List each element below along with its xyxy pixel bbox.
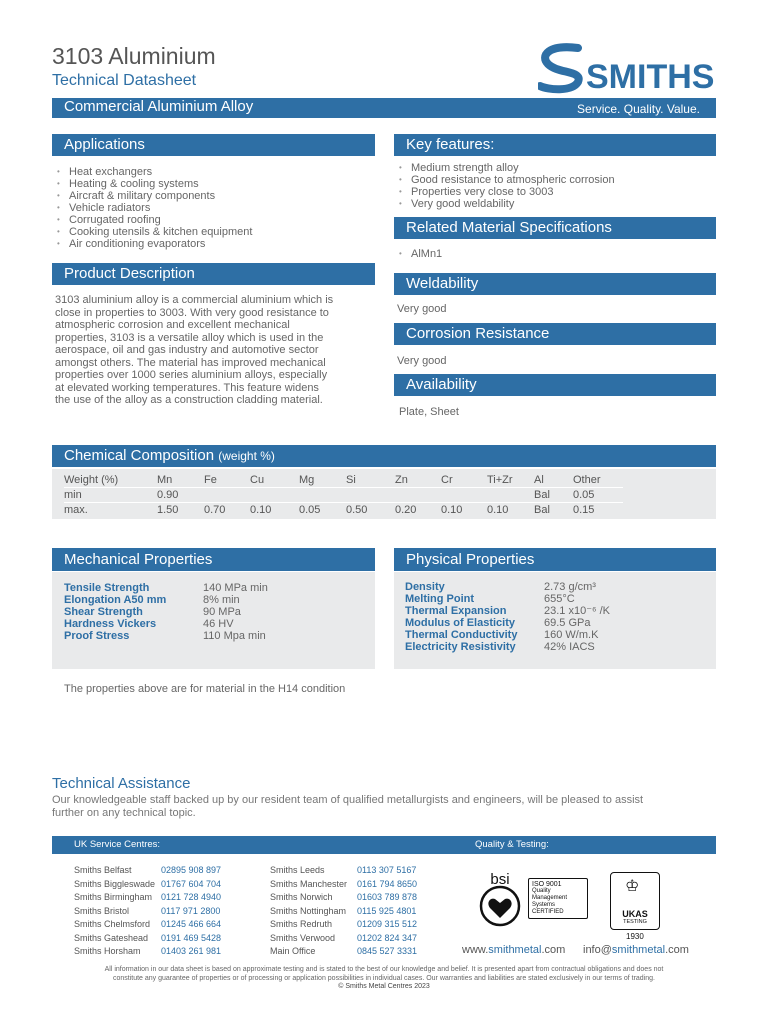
- centre-name: Smiths Leeds: [270, 865, 325, 875]
- weldability-heading: Weldability: [406, 275, 479, 292]
- description-line: properties, 3103 is a versatile alloy which is used in the: [55, 331, 324, 344]
- availability-header: [394, 374, 716, 396]
- centre-phone[interactable]: 0845 527 3331: [357, 946, 418, 956]
- application-item: • Air conditioning evaporators: [55, 238, 375, 250]
- mechanical-name: Shear Strength: [64, 606, 143, 618]
- physical-value: 655°C: [544, 593, 575, 605]
- technical-assistance-heading: Technical Assistance: [52, 775, 191, 792]
- chemical-cell: [250, 488, 299, 503]
- chemical-heading-suffix: (weight %): [218, 449, 275, 463]
- mechanical-rows: [64, 582, 268, 642]
- chemical-cell: [346, 488, 395, 503]
- centres-column-1: [74, 864, 221, 959]
- application-item: • Heat exchangers: [55, 166, 375, 178]
- svg-text:SMITHS: SMITHS: [586, 58, 715, 96]
- centre-phone[interactable]: 0117 971 2800: [161, 905, 221, 916]
- physical-row: [405, 581, 610, 593]
- chemical-cell: Bal: [534, 489, 550, 501]
- disclaimer-line: All information in our data sheet is based on approximate testing and is stated to the best of our knowledge and belief. It is presented apart from contractual obligations and does not: [104, 966, 664, 973]
- product-description-text: [55, 294, 373, 407]
- chemical-cell: 0.15: [573, 504, 595, 516]
- technical-assistance-text: [52, 794, 722, 820]
- chemical-header: [52, 445, 716, 467]
- physical-value: 42% IACS: [544, 641, 595, 653]
- chemical-column-header: Cu: [250, 474, 265, 486]
- centre-phone[interactable]: 01209 315 512: [357, 919, 418, 929]
- centre-phone[interactable]: 01245 466 664: [161, 919, 222, 929]
- alloy-band: [52, 98, 716, 118]
- mechanical-value: 140 MPa min: [203, 582, 268, 594]
- product-description-heading: Product Description: [64, 265, 195, 282]
- centre-name: Smiths Manchester: [270, 878, 348, 889]
- physical-header: [394, 548, 716, 571]
- chemical-column-header: Fe: [204, 474, 217, 486]
- iso-line: Quality: [532, 888, 551, 894]
- mechanical-heading: Mechanical Properties: [64, 551, 213, 568]
- centre-phone[interactable]: 0113 307 5167: [357, 865, 417, 875]
- mechanical-row: [64, 582, 268, 594]
- key-features-list: [397, 162, 715, 210]
- centre-name: Main Office: [270, 946, 316, 956]
- physical-name: Density: [405, 581, 445, 593]
- corrosion-header: [394, 323, 716, 345]
- copyright: © Smiths Metal Centres 2023: [338, 983, 430, 990]
- centre-name: Smiths Birmingham: [74, 892, 153, 902]
- ukas-text: UKAS: [622, 909, 648, 919]
- application-item: • Vehicle radiators: [55, 202, 375, 214]
- svg-text:bsi: bsi: [490, 871, 510, 888]
- description-line: properties over 1000 series aluminium alloys, especially: [55, 369, 328, 381]
- physical-row: [405, 641, 610, 653]
- chemical-cell: [204, 488, 250, 503]
- application-item: • Corrugated roofing: [55, 214, 375, 226]
- availability-heading: Availability: [406, 376, 477, 393]
- chemical-cell: 0.10: [487, 504, 509, 516]
- chemical-row: [64, 503, 623, 518]
- chemical-cell: 0.10: [441, 504, 463, 516]
- physical-name: Thermal Expansion: [405, 605, 507, 617]
- crown-icon: ♔: [625, 878, 640, 895]
- quality-label: Quality & Testing:: [475, 839, 549, 850]
- service-centre: [74, 932, 221, 946]
- centre-name: Smiths Nottingham: [270, 905, 347, 916]
- description-line: aerospace, oil and gas industry and automotive sector: [55, 344, 319, 356]
- iso-9001-mark: [528, 878, 588, 919]
- email-domain: smithmetal: [611, 944, 666, 956]
- email-prefix: info@: [583, 944, 612, 956]
- centre-name: Smiths Bristol: [74, 905, 130, 916]
- iso-line: Management: [532, 895, 568, 901]
- chemical-column-header: Cr: [441, 474, 453, 486]
- physical-name: Thermal Conductivity: [405, 629, 518, 641]
- description-line: at elevated working temperatures. This feature widens: [55, 381, 319, 394]
- key-feature-item: • Very good weldability: [397, 198, 715, 210]
- chemical-table: [64, 473, 623, 517]
- iso-line: Systems: [532, 902, 556, 908]
- weldability-header: [394, 273, 716, 295]
- mechanical-row: [64, 618, 268, 630]
- chemical-column-header: Al: [534, 474, 544, 486]
- key-feature-item: • Properties very close to 3003: [397, 186, 715, 198]
- tagline: Service. Quality. Value.: [577, 102, 700, 116]
- chemical-cell: [299, 488, 346, 503]
- service-centre: [270, 918, 417, 932]
- disclaimer-line: constitute any guarantee of properties or of processing or application possibilities in individual cases. Our warranties and liabilities are stated exclusively in our terms of trading.: [112, 974, 655, 982]
- chemical-cell: 0.20: [395, 504, 417, 516]
- chemical-cell: 1.50: [157, 504, 179, 516]
- centre-phone[interactable]: 02895 908 897: [161, 865, 222, 875]
- availability-value: Plate, Sheet: [399, 406, 459, 418]
- application-item: • Cooking utensils & kitchen equipment: [55, 226, 375, 238]
- iso-line: CERTIFIED: [532, 909, 564, 915]
- physical-heading: Physical Properties: [406, 551, 535, 568]
- related-specs-list: [397, 248, 715, 260]
- centre-name: Smiths Norwich: [270, 892, 333, 902]
- uk-centres-label: UK Service Centres:: [74, 839, 161, 850]
- chemical-column-header: Ti+Zr: [487, 474, 513, 486]
- centre-name: Smiths Chelmsford: [74, 919, 151, 929]
- mechanical-header: [52, 548, 375, 571]
- chemical-cell: 0.70: [204, 504, 226, 516]
- ukas-logo: [610, 872, 660, 930]
- chemical-cell: [395, 488, 441, 503]
- mechanical-name: Proof Stress: [64, 630, 130, 642]
- key-feature-item: • Medium strength alloy: [397, 162, 715, 174]
- chemical-column-header: Si: [346, 474, 356, 486]
- chemical-heading: [64, 446, 275, 466]
- centre-name: Smiths Belfast: [74, 865, 132, 875]
- chemical-cell: 0.05: [573, 489, 595, 501]
- page-title: 3103 Aluminium: [52, 43, 216, 69]
- service-centre: [74, 918, 221, 932]
- chemical-cell: 0.90: [157, 489, 179, 501]
- chemical-row: [64, 488, 623, 503]
- physical-row: [405, 629, 610, 641]
- ukas-sub: TESTING: [623, 919, 647, 925]
- mechanical-row: [64, 594, 268, 606]
- mechanical-name: Hardness Vickers: [64, 618, 157, 630]
- centre-name: Smiths Verwood: [270, 932, 336, 943]
- centres-column-2: [270, 864, 417, 959]
- centre-name: Smiths Biggleswade: [74, 878, 156, 889]
- chemical-cell: [487, 488, 534, 503]
- chemical-cell: Bal: [534, 504, 550, 516]
- centre-phone[interactable]: 01603 789 878: [357, 892, 418, 902]
- chemical-cell: [441, 488, 487, 503]
- related-specs-header: [394, 217, 716, 239]
- physical-name: Melting Point: [405, 593, 475, 605]
- application-item: • Aircraft & military components: [55, 190, 375, 202]
- physical-value: 69.5 GPa: [544, 617, 591, 629]
- alloy-band-label: Commercial Aluminium Alloy: [64, 98, 254, 115]
- related-spec-item: • AlMn1: [397, 248, 715, 260]
- weldability-value: Very good: [397, 303, 447, 315]
- physical-row: [405, 605, 610, 617]
- chemical-column-header: Zn: [395, 474, 408, 486]
- product-description-header: [52, 263, 375, 285]
- description-line: the use of the alloy as a construction cladding material.: [55, 394, 323, 406]
- page-subtitle: Technical Datasheet: [52, 72, 197, 89]
- physical-row: [405, 593, 610, 605]
- centre-phone[interactable]: 01767 604 704: [161, 878, 222, 889]
- ukas-number: 1930: [626, 932, 644, 941]
- key-feature-item: • Good resistance to atmospheric corrosion: [397, 174, 715, 186]
- physical-name: Electricity Resistivity: [405, 641, 516, 653]
- service-centre: [270, 932, 417, 946]
- disclaimer: [40, 966, 728, 992]
- footer-bar: [52, 836, 716, 854]
- mechanical-value: 110 Mpa min: [203, 630, 266, 642]
- mechanical-value: 90 MPa: [203, 606, 241, 618]
- service-centre: [74, 878, 221, 892]
- application-item: • Heating & cooling systems: [55, 178, 375, 190]
- centre-name: Smiths Redruth: [270, 919, 333, 929]
- iso-line: ISO 9001: [532, 881, 562, 888]
- physical-rows: [405, 581, 610, 653]
- centre-name: Smiths Horsham: [74, 946, 141, 956]
- mechanical-name: Elongation A50 mm: [64, 594, 167, 606]
- centre-phone[interactable]: 01202 824 347: [357, 932, 418, 943]
- applications-header: [52, 134, 375, 156]
- service-centre: [270, 891, 417, 905]
- related-specs-heading: Related Material Specifications: [406, 219, 612, 236]
- service-centre: [270, 864, 417, 878]
- applications-heading: Applications: [64, 136, 145, 153]
- service-centre: [270, 945, 417, 959]
- service-centre: [270, 878, 417, 892]
- website-domain: smithmetal: [488, 944, 542, 956]
- corrosion-value: Very good: [397, 355, 447, 367]
- chemical-column-header: Other: [573, 474, 601, 486]
- chemical-cell: 0.10: [250, 504, 272, 516]
- condition-note: The properties above are for material in the H14 condition: [64, 683, 346, 695]
- centre-name: Smiths Gateshead: [74, 932, 149, 943]
- centre-phone[interactable]: 0121 728 4940: [161, 892, 222, 902]
- service-centre: [74, 891, 221, 905]
- chemical-cell: max.: [64, 504, 88, 516]
- physical-value: 160 W/m.K: [544, 629, 599, 641]
- website-suffix: .com: [541, 944, 566, 956]
- chemical-column-header: Weight (%): [64, 474, 119, 486]
- bsi-logo: [470, 870, 530, 930]
- chemical-column-header: Mg: [299, 474, 315, 486]
- description-line: atmospheric corrosion and excellent mechanical: [55, 319, 290, 331]
- smiths-logo: [538, 42, 718, 96]
- service-centre: [270, 905, 417, 919]
- centre-phone[interactable]: 0161 794 8650: [357, 878, 418, 889]
- description-line: 3103 aluminium alloy is a commercial aluminium which is: [55, 294, 334, 306]
- physical-row: [405, 617, 610, 629]
- mechanical-value: 8% min: [203, 594, 240, 606]
- centre-phone[interactable]: 0191 469 5428: [161, 932, 222, 943]
- physical-name: Modulus of Elasticity: [405, 617, 516, 629]
- chemical-column-header: Mn: [157, 474, 173, 486]
- email-suffix: .com: [665, 944, 689, 956]
- assistance-line: Our knowledgeable staff backed up by our resident team of qualified metallurgists and engineers, will be pleased to assist: [52, 794, 644, 806]
- mechanical-value: 46 HV: [203, 618, 234, 630]
- service-centre: [74, 905, 221, 919]
- key-features-heading: Key features:: [406, 136, 495, 153]
- mechanical-name: Tensile Strength: [64, 582, 150, 594]
- centre-phone[interactable]: 0115 925 4801: [357, 905, 417, 916]
- mechanical-row: [64, 606, 268, 618]
- description-line: close in properties to 3003. With very good resistance to: [55, 306, 329, 319]
- chemical-cell: min: [64, 489, 82, 501]
- physical-value: 23.1 x10⁻⁶ /K: [544, 605, 610, 617]
- email-link[interactable]: [583, 944, 689, 956]
- service-centre: [74, 945, 221, 959]
- assistance-line: further on any technical topic.: [52, 807, 196, 819]
- key-features-header: [394, 134, 716, 156]
- service-centre: [74, 864, 221, 878]
- physical-value: 2.73 g/cm³: [544, 581, 596, 593]
- mechanical-row: [64, 630, 268, 642]
- website-link[interactable]: [462, 944, 565, 956]
- applications-list: [55, 166, 375, 250]
- chemical-cell: 0.50: [346, 504, 368, 516]
- description-line: amongst others. The material has improved mechanical: [55, 356, 326, 369]
- chemical-heading-text: Chemical Composition: [64, 447, 215, 464]
- website-prefix: www.: [462, 944, 489, 956]
- corrosion-heading: Corrosion Resistance: [406, 325, 550, 342]
- centre-phone[interactable]: 01403 261 981: [161, 946, 222, 956]
- chemical-cell: 0.05: [299, 504, 321, 516]
- chemical-header-row: [64, 473, 623, 488]
